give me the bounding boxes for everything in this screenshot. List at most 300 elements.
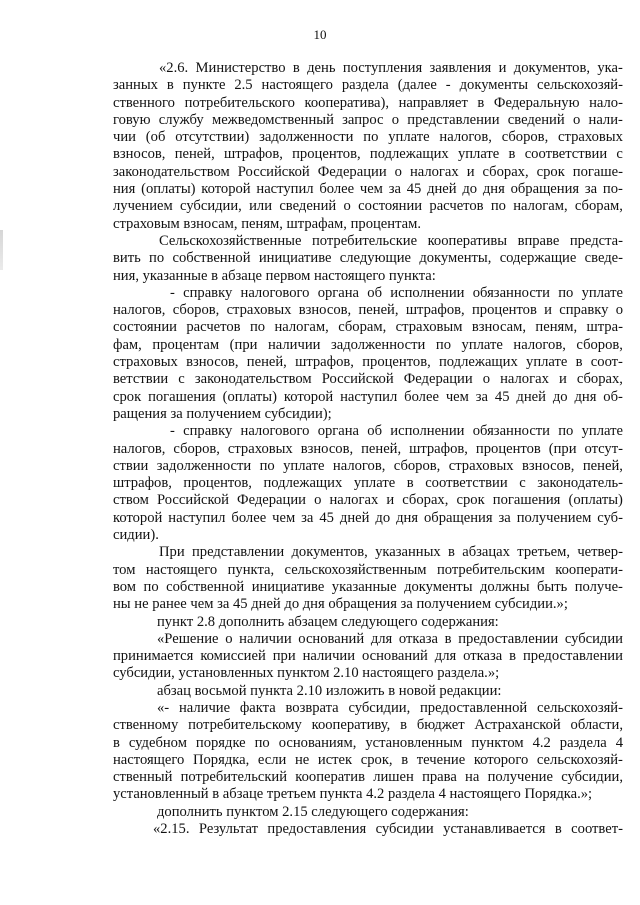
word: предоставления bbox=[267, 821, 367, 838]
word: состоянии bbox=[358, 198, 423, 215]
word: об- bbox=[603, 388, 623, 405]
text-line bbox=[113, 579, 623, 596]
text-line bbox=[113, 786, 623, 803]
word: документы bbox=[404, 578, 473, 595]
word: лучением bbox=[113, 198, 173, 215]
word: за bbox=[475, 388, 489, 405]
word: субсидии bbox=[375, 821, 434, 838]
word: Федерации bbox=[237, 492, 306, 509]
word: отказа bbox=[463, 648, 503, 665]
word: сборах, bbox=[576, 371, 623, 388]
word: наличие bbox=[178, 699, 231, 716]
text-line bbox=[113, 665, 623, 682]
word: наличии bbox=[239, 630, 292, 647]
word: день bbox=[307, 60, 336, 76]
word: по- bbox=[602, 181, 623, 198]
word: налогов, bbox=[332, 457, 386, 474]
word: по bbox=[435, 336, 451, 353]
word: которой bbox=[201, 181, 251, 198]
word: том bbox=[113, 561, 136, 578]
word: сборам, bbox=[338, 319, 387, 336]
word: запрос bbox=[342, 111, 384, 128]
word: получение bbox=[487, 769, 553, 786]
word: состоянии bbox=[113, 319, 177, 336]
word: Федерации bbox=[403, 371, 473, 388]
word: страховым bbox=[395, 319, 463, 336]
word: отсутствии) bbox=[175, 129, 250, 146]
word: «2.6. bbox=[159, 60, 189, 76]
word: отказа bbox=[398, 630, 438, 647]
word: законодательством bbox=[194, 371, 312, 388]
text-line bbox=[113, 544, 623, 561]
word: раздела bbox=[341, 77, 389, 94]
word: взносов, bbox=[298, 302, 352, 319]
word: получе- bbox=[574, 578, 623, 595]
word: штрафов, bbox=[113, 475, 172, 492]
word: процентов, bbox=[292, 146, 361, 163]
word: органа bbox=[317, 284, 360, 301]
word: направляет bbox=[398, 94, 468, 111]
word: дня bbox=[396, 509, 419, 526]
word: «Решение bbox=[157, 630, 219, 647]
word: сведений bbox=[279, 198, 337, 215]
word: подлежащих bbox=[439, 354, 518, 371]
word: в bbox=[113, 734, 120, 751]
text-line bbox=[113, 527, 623, 544]
word: возврата bbox=[285, 699, 339, 716]
word: межведомственный bbox=[211, 111, 334, 128]
text-line bbox=[113, 285, 623, 302]
word: 45 bbox=[494, 388, 510, 405]
word: для bbox=[434, 648, 457, 665]
word: уплате bbox=[353, 475, 396, 492]
word: за bbox=[388, 181, 401, 198]
word: сведений bbox=[507, 111, 565, 128]
word: при bbox=[272, 648, 296, 665]
word: сборах, bbox=[482, 163, 529, 180]
word: инициативе bbox=[251, 578, 325, 595]
word: дней bbox=[339, 509, 370, 526]
word: по bbox=[249, 319, 266, 336]
word: 4 bbox=[615, 734, 623, 751]
text-line bbox=[113, 804, 623, 821]
word: заявления bbox=[429, 60, 492, 76]
word: Астраханской bbox=[474, 717, 561, 734]
word: субсидии, bbox=[561, 769, 623, 786]
word: справку bbox=[183, 423, 233, 440]
word: потребительским bbox=[436, 561, 545, 578]
word: взносам, bbox=[471, 319, 526, 336]
text-line bbox=[113, 821, 623, 838]
word: страховых bbox=[558, 129, 623, 146]
word: потребительскому bbox=[188, 717, 302, 734]
word: до bbox=[375, 509, 391, 526]
text-line bbox=[113, 510, 623, 527]
word: срок bbox=[456, 492, 485, 509]
word: погаше- bbox=[572, 163, 623, 180]
word: взносов, bbox=[300, 440, 354, 457]
word: органа bbox=[317, 423, 360, 440]
word: обязанности bbox=[472, 284, 550, 301]
word: срок, bbox=[360, 751, 393, 768]
line-text: ращения за получением субсидии); bbox=[113, 405, 332, 422]
word: области, bbox=[570, 717, 623, 734]
word: об bbox=[367, 423, 383, 440]
text-line bbox=[113, 371, 623, 388]
word: должны bbox=[479, 578, 530, 595]
word: справку bbox=[559, 302, 609, 319]
word: до bbox=[552, 388, 568, 405]
text-line bbox=[113, 614, 623, 631]
line-text: установленный в абзаце третьем пункта 4.2 раздела 4 настоящего Порядка.»; bbox=[113, 786, 593, 803]
word: указанные bbox=[331, 578, 397, 595]
word: уплате bbox=[457, 146, 500, 163]
text-line bbox=[113, 181, 623, 198]
word: - bbox=[170, 423, 175, 440]
word: задолженности bbox=[330, 336, 426, 353]
word: налогам, bbox=[274, 319, 329, 336]
word: пунктом bbox=[471, 734, 524, 751]
word: сельскохозяй- bbox=[536, 77, 623, 94]
word: налогов, bbox=[113, 440, 166, 457]
word: документов, bbox=[291, 544, 368, 561]
word: дней bbox=[516, 388, 546, 405]
word: и bbox=[498, 60, 507, 76]
word: ствии bbox=[113, 457, 149, 474]
word: срок bbox=[113, 388, 142, 405]
text-line bbox=[113, 752, 623, 769]
word: в bbox=[444, 630, 452, 647]
word: быть bbox=[536, 578, 568, 595]
word: сборах, bbox=[402, 492, 449, 509]
word: лишен bbox=[373, 769, 414, 786]
word: о bbox=[343, 198, 351, 215]
word: и bbox=[558, 371, 567, 388]
word: ветствии bbox=[113, 371, 169, 388]
word: собственной bbox=[166, 578, 245, 595]
word: уплате bbox=[283, 457, 325, 474]
word: ственного bbox=[113, 94, 175, 111]
word: и bbox=[386, 492, 395, 509]
word: задолженности bbox=[156, 457, 252, 474]
word: четвер- bbox=[577, 544, 623, 561]
word: уплате bbox=[581, 284, 623, 301]
word: пеней, bbox=[174, 146, 215, 163]
page-number: 10 bbox=[313, 27, 327, 42]
word: ственному bbox=[113, 717, 179, 734]
text-line bbox=[113, 268, 623, 285]
word: задолженности bbox=[259, 129, 354, 146]
word: 45 bbox=[319, 509, 334, 526]
word: штра- bbox=[586, 319, 623, 336]
word: в bbox=[448, 544, 455, 561]
word: представлении bbox=[407, 111, 500, 128]
word: сведе- bbox=[584, 250, 623, 267]
word: комиссией bbox=[200, 648, 266, 665]
word: процентов, bbox=[362, 354, 431, 371]
word: взносов, bbox=[113, 146, 166, 163]
word: сельскохозяй- bbox=[536, 751, 623, 768]
word: страховых bbox=[113, 354, 178, 371]
text-line bbox=[113, 475, 623, 492]
word: в bbox=[508, 146, 516, 163]
word: 4.2 bbox=[532, 734, 551, 751]
word: взносов, bbox=[186, 354, 239, 371]
word: сборов, bbox=[576, 336, 623, 353]
word: более bbox=[404, 388, 439, 405]
word: ством bbox=[113, 492, 149, 509]
word: о bbox=[314, 492, 322, 509]
line-text: сидии). bbox=[113, 527, 159, 544]
word: Федеральную bbox=[493, 94, 580, 111]
word: пеней, bbox=[582, 457, 623, 474]
line-text: субсидии, установленных пунктом 2.10 настоящего раздела.»; bbox=[113, 665, 500, 682]
word: течение bbox=[416, 751, 466, 768]
word: за bbox=[498, 509, 511, 526]
word: вправе bbox=[517, 232, 560, 249]
word: потребительский bbox=[180, 769, 288, 786]
word: вом bbox=[113, 578, 137, 595]
text-line bbox=[113, 354, 623, 371]
word: пеней, bbox=[361, 440, 402, 457]
word: (оплаты) bbox=[222, 388, 277, 405]
word: в bbox=[554, 821, 562, 838]
word: исполнении bbox=[390, 423, 465, 440]
word: по bbox=[149, 250, 165, 267]
word: представлении bbox=[191, 544, 285, 561]
word: налогового bbox=[240, 284, 310, 301]
word: страховых bbox=[227, 440, 293, 457]
word: процентов bbox=[475, 440, 541, 457]
word: предоставлении bbox=[523, 648, 623, 665]
text-line bbox=[113, 164, 623, 181]
word: законодательством bbox=[113, 163, 230, 180]
word: фам, bbox=[113, 336, 142, 353]
text-line bbox=[113, 302, 623, 319]
word: наступил bbox=[256, 181, 314, 198]
word: абзацах bbox=[462, 544, 510, 561]
word: которого bbox=[473, 751, 529, 768]
word: пеней, bbox=[246, 354, 287, 371]
word: документы bbox=[459, 77, 529, 94]
text-line bbox=[113, 648, 623, 665]
line-text: страховым взносам, пеням, штрафам, процентам. bbox=[113, 215, 422, 232]
word: по bbox=[363, 129, 379, 146]
word: Сельскохозяйственные bbox=[159, 232, 302, 249]
word: о bbox=[482, 371, 491, 388]
text-line bbox=[113, 319, 623, 336]
text-line bbox=[113, 60, 623, 77]
word: по bbox=[254, 734, 270, 751]
word: ука- bbox=[597, 60, 623, 76]
text-line bbox=[113, 250, 623, 267]
text-line bbox=[113, 337, 623, 354]
word: процентов bbox=[471, 302, 537, 319]
line-text: абзац восьмой пункта 2.10 изложить в новой редакции: bbox=[157, 682, 502, 699]
word: чем bbox=[445, 388, 469, 405]
word: уплате bbox=[581, 423, 623, 440]
word: процентам bbox=[152, 336, 220, 353]
word: бюджет bbox=[416, 717, 465, 734]
word: оснований bbox=[298, 630, 365, 647]
word: обязанности bbox=[472, 423, 550, 440]
text-line bbox=[113, 441, 623, 458]
text-line bbox=[113, 492, 623, 509]
line-text: дополнить пунктом 2.15 следующего содержания: bbox=[157, 803, 469, 820]
word: чии bbox=[113, 129, 136, 146]
word: нало- bbox=[589, 94, 623, 111]
word: установленным bbox=[365, 734, 463, 751]
word: соответствии bbox=[524, 146, 608, 163]
word: отсут- bbox=[584, 440, 623, 457]
word: говую bbox=[113, 111, 151, 128]
text-line bbox=[113, 683, 623, 700]
word: ния bbox=[113, 181, 136, 198]
line-text: пункт 2.8 дополнить абзацем следующего содержания: bbox=[157, 613, 499, 630]
line-text: ния, указанные в абзаце первом настоящего пункта: bbox=[113, 267, 436, 284]
word: исполнении bbox=[390, 284, 465, 301]
word: погашения bbox=[492, 492, 561, 509]
word: основаниям, bbox=[278, 734, 357, 751]
word: дня bbox=[482, 181, 505, 198]
word: принимается bbox=[113, 648, 194, 665]
word: факта bbox=[239, 699, 276, 716]
document-body bbox=[113, 60, 623, 838]
word: подлежащих bbox=[369, 146, 449, 163]
text-line bbox=[113, 735, 623, 752]
word: налогах bbox=[409, 163, 459, 180]
text-line bbox=[113, 129, 623, 146]
word: предста- bbox=[569, 232, 623, 249]
word: о bbox=[225, 630, 233, 647]
word: срок bbox=[536, 163, 565, 180]
word: в bbox=[575, 354, 583, 371]
word: субсидии bbox=[564, 630, 623, 647]
word: оснований bbox=[361, 648, 428, 665]
word: налогах bbox=[329, 492, 379, 509]
text-line bbox=[113, 406, 623, 423]
word: более bbox=[231, 509, 267, 526]
word: налогов, bbox=[513, 336, 566, 353]
word: не bbox=[294, 751, 310, 768]
word: налогового bbox=[240, 423, 310, 440]
word: порядке bbox=[195, 734, 246, 751]
word: указанных bbox=[375, 544, 441, 561]
word: с bbox=[616, 146, 623, 163]
word: кооперативы bbox=[427, 232, 508, 249]
word: наличии bbox=[267, 336, 321, 353]
word: документов, bbox=[513, 60, 591, 76]
word: наступил bbox=[340, 388, 398, 405]
word: ственный bbox=[113, 769, 173, 786]
word: за bbox=[584, 181, 598, 198]
word: (об bbox=[145, 129, 166, 146]
word: соот- bbox=[590, 354, 623, 371]
word: истек bbox=[317, 751, 353, 768]
word: в bbox=[292, 60, 300, 76]
text-line bbox=[113, 233, 623, 250]
word: налогов, bbox=[113, 302, 166, 319]
word: уплате bbox=[461, 336, 503, 353]
word: Порядка, bbox=[192, 751, 250, 768]
word: пеней, bbox=[358, 302, 399, 319]
text-line bbox=[113, 717, 623, 734]
word: предоставлении bbox=[458, 630, 559, 647]
word: настоящего bbox=[113, 751, 185, 768]
word: по bbox=[143, 578, 159, 595]
word: о bbox=[615, 302, 623, 319]
word: содержащие bbox=[499, 250, 577, 267]
text-line bbox=[113, 146, 623, 163]
word: до bbox=[462, 181, 478, 198]
word: «2.15. bbox=[153, 821, 190, 838]
word: в bbox=[509, 648, 517, 665]
word: если bbox=[257, 751, 287, 768]
word: за bbox=[301, 509, 314, 526]
word: пункте bbox=[182, 77, 226, 94]
word: Министерство bbox=[195, 60, 286, 76]
word: уплате bbox=[388, 129, 430, 146]
word: Российской bbox=[321, 371, 394, 388]
text-line bbox=[113, 769, 623, 786]
word: предоставленной bbox=[420, 699, 528, 716]
word: уплате bbox=[526, 354, 568, 371]
word: штрафов, bbox=[405, 302, 465, 319]
text-line bbox=[113, 700, 623, 717]
word: сельскохозяй- bbox=[536, 699, 623, 716]
word: подлежащих bbox=[263, 475, 343, 492]
word: вить bbox=[113, 250, 141, 267]
word: инициативе bbox=[258, 250, 332, 267]
word: кооператива), bbox=[304, 94, 389, 111]
word: потребительского bbox=[184, 94, 295, 111]
word: в bbox=[166, 77, 174, 94]
word: субсидии, bbox=[180, 198, 242, 215]
text-line bbox=[113, 389, 623, 406]
word: с bbox=[519, 475, 526, 492]
text-line bbox=[113, 596, 623, 613]
word: нали- bbox=[588, 111, 623, 128]
word: для bbox=[370, 630, 393, 647]
word: сборов, bbox=[393, 457, 441, 474]
text-line bbox=[113, 423, 623, 440]
word: которой bbox=[283, 388, 334, 405]
word: (при bbox=[229, 336, 258, 353]
word: налогов, bbox=[439, 129, 492, 146]
word: настоящего bbox=[145, 561, 218, 578]
word: чем bbox=[359, 181, 383, 198]
word: - bbox=[170, 284, 175, 301]
word: обращения bbox=[423, 509, 493, 526]
word: дня bbox=[574, 388, 597, 405]
word: штрафов, bbox=[224, 146, 283, 163]
word: наличии bbox=[302, 648, 356, 665]
word: штрафов, bbox=[409, 440, 468, 457]
word: страховых bbox=[226, 302, 292, 319]
word: и bbox=[466, 163, 475, 180]
text-line bbox=[113, 112, 623, 129]
word: в bbox=[477, 94, 485, 111]
word: налогах bbox=[500, 371, 549, 388]
word: которой bbox=[113, 509, 163, 526]
word: пункта, bbox=[227, 561, 275, 578]
word: соответствии bbox=[425, 475, 508, 492]
word: Российской bbox=[237, 163, 310, 180]
word: в bbox=[400, 717, 408, 734]
text-line bbox=[113, 95, 623, 112]
word: страховых bbox=[448, 457, 514, 474]
word: наступил bbox=[168, 509, 226, 526]
